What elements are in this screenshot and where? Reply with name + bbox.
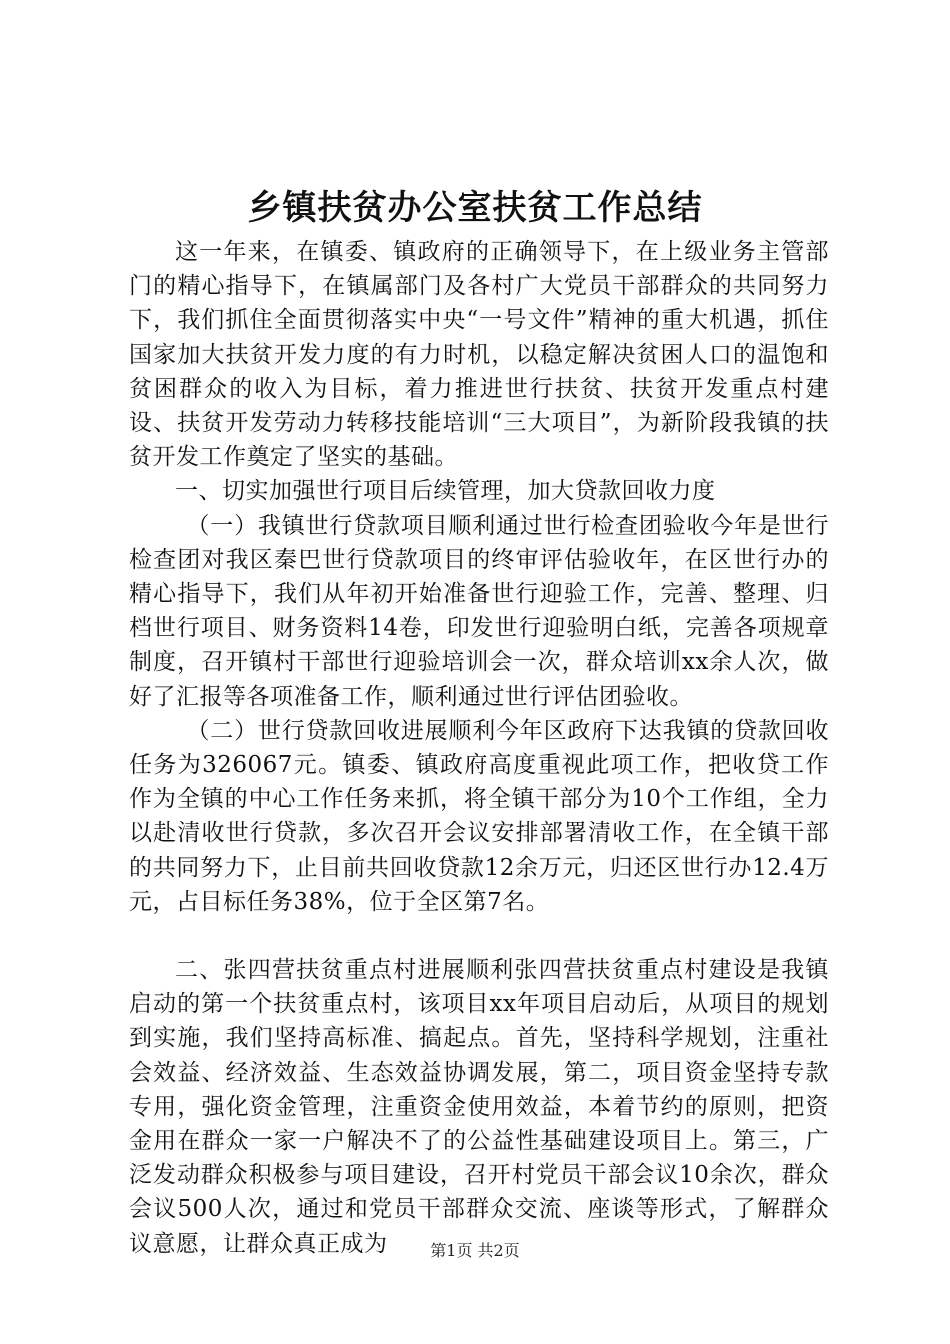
page-number-footer: 第1页 共2页	[430, 1241, 520, 1260]
intro-paragraph: 这一年来，在镇委、镇政府的正确领导下，在上级业务主管部门的精心指导下，在镇属部门及各村广大党员干部群众的共同努力下，我们抓住全面贯彻落实中央“一号文件”精神的重大机遇，抓住国家加大扶贫开发力度的有力时机，以稳定解决贫困人口的温饱和贫困群众的收入为目标，着力推进世行扶贫、扶贫开发重点村建设、扶贫开发劳动力转移技能培训“三大项目”，为新阶段我镇的扶贫开发工作奠定了坚实的基础。	[129, 239, 829, 471]
subsection-paragraph-1: （一）我镇世行贷款项目顺利通过世行检查团验收今年是世行检查团对我区秦巴世行贷款项目的终审评估验收年，在区世行办的精心指导下，我们从年初开始准备世行迎验工作，完善、整理、归档世行项目、财务资料14卷，印发世行迎验明白纸，完善各项规章制度，召开镇村干部世行迎验培训会一次，群众培训xx余人次，做好了汇报等各项准备工作，顺利通过世行评估团验收。	[129, 512, 829, 710]
section-heading-1: 一、切实加强世行项目后续管理，加大贷款回收力度	[175, 478, 716, 505]
paragraph-spacer	[129, 919, 829, 953]
section-paragraph-2: 二、张四营扶贫重点村进展顺利张四营扶贫重点村建设是我镇启动的第一个扶贫重点村，该项目xx年项目启动后，从项目的规划到实施，我们坚持高标准、搞起点。首先，坚持科学规划，注重社会效益、经济效益、生态效益协调发展，第二，项目资金坚持专款专用，强化资金管理，注重资金使用效益，本着节约的原则，把资金用在群众一家一户解决不了的公益性基础建设项目上。第三，广泛发动群众积极参与项目建设，召开村党员干部会议10余次，群众会议500人次，通过和党员干部群众交流、座谈等形式，了解群众议意愿，让群众真正成为	[129, 957, 829, 1257]
document-title: 乡镇扶贫办公室扶贫工作总结	[247, 188, 703, 228]
document-body	[129, 235, 829, 1261]
subsection-paragraph-2: （二）世行贷款回收进展顺利今年区政府下达我镇的贷款回收任务为326067元。镇委、镇政府高度重视此项工作，把收贷工作作为全镇的中心工作任务来抓，将全镇干部分为10个工作组，全力以赴清收世行贷款，多次召开会议安排部署清收工作，在全镇干部的共同努力下，止目前共回收贷款12余万元，归还区世行办12.4万元，占目标任务38%，位于全区第7名。	[129, 717, 829, 915]
